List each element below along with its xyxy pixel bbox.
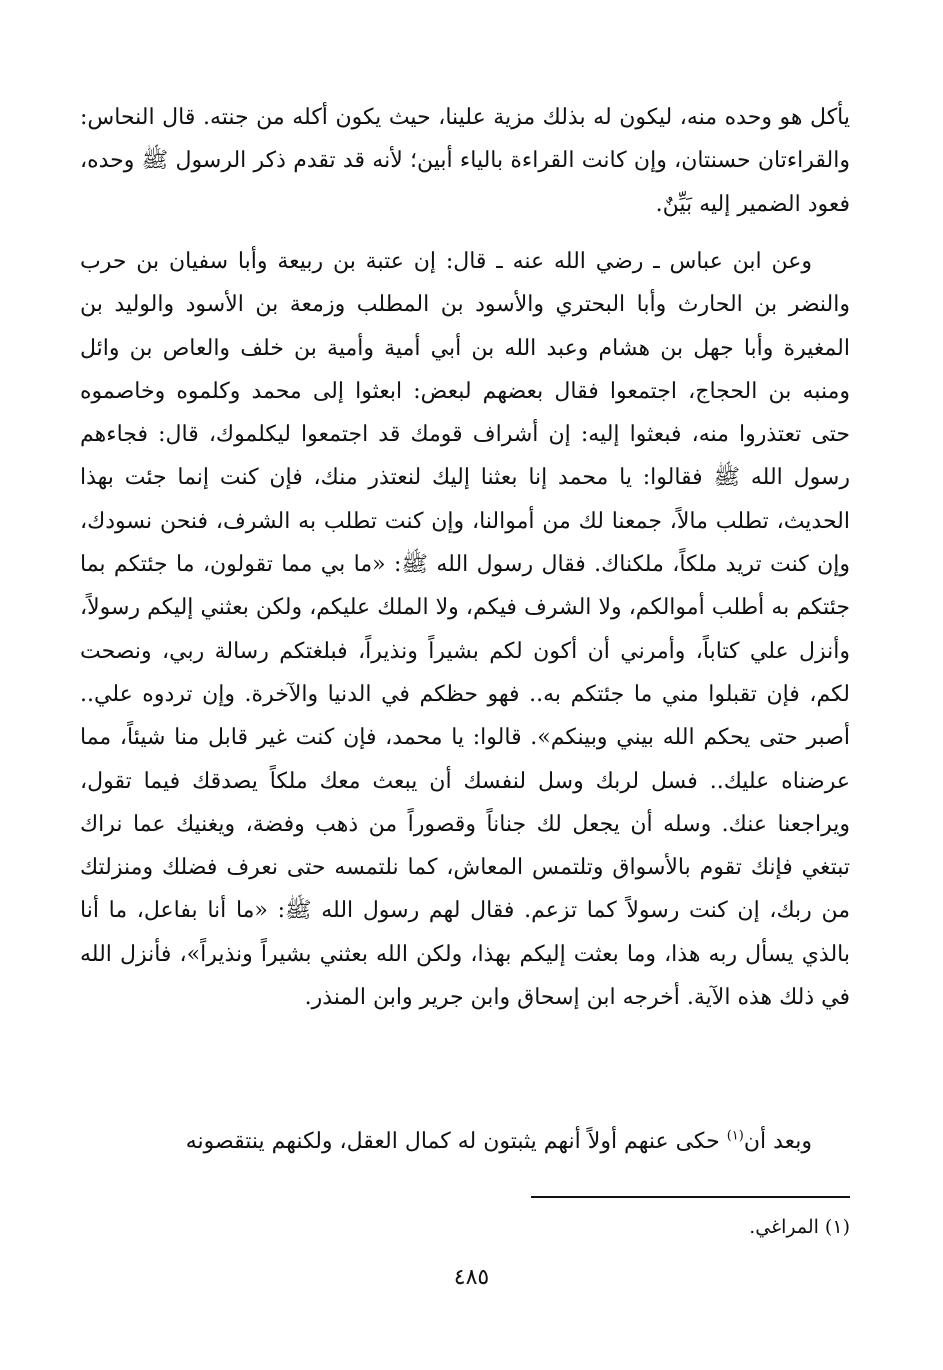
- closing-text-start: وبعد أن: [743, 1129, 812, 1154]
- footnote-reference: (١): [726, 1128, 744, 1144]
- paragraph-closing: [80, 1120, 850, 1163]
- footnote-separator: [531, 1196, 850, 1198]
- paragraph-hadith: وعن ابن عباس ـ رضي الله عنه ـ قال: إن عتبة بن ربيعة وأبا سفيان بن حرب والنضر بن الحارث وأبا البحتري والأسود بن المطلب وزمعة بن الأسود والوليد بن المغيرة وأبا جهل بن هشام وعبد الله بن أبي أمية وأمية بن خلف والعاص بن وائل ومنبه بن الحجاج، اجتمعوا فقال بعضهم لبعض: ابعثوا إلى محمد وكلموه وخاصموه حتى تعتذروا منه، فبعثوا إليه: إن أشراف قومك قد اجتمعوا ليكلموك، قال: فجاءهم رسول الله ﷺ فقالوا: يا محمد إنا بعثنا إليك لنعتذر منك، فإن كنت إنما جئت بهذا الحديث، تطلب مالاً، جمعنا لك من أموالنا، وإن كنت تطلب به الشرف، فنحن نسودك، وإن كنت تريد ملكاً، ملكناك. فقال رسول الله ﷺ: «ما بي مما تقولون، ما جئتكم بما جئتكم به أطلب أموالكم، ولا الشرف فيكم، ولا الملك عليكم، ولكن بعثني إليكم رسولاً، وأنزل علي كتاباً، وأمرني أن أكون لكم بشيراً ونذيراً، فبلغتكم رسالة ربي، ونصحت لكم، فإن تقبلوا مني ما جئتكم به.. فهو حظكم في الدنيا والآخرة. وإن تردوه علي.. أصبر حتى يحكم الله بيني وبينكم». قالوا: يا محمد، فإن كنت غير قابل منا شيئاً، مما عرضناه عليك.. فسل لربك وسل لنفسك أن يبعث معك ملكاً يصدقك فيما تقول، ويراجعنا عنك. وسله أن يجعل لك جناناً وقصوراً من ذهب وفضة، ويغنيك عما نراك تبتغي فإنك تقوم بالأسواق وتلتمس المعاش، كما نلتمسه حتى نعرف فضلك ومنزلتك من ربك، إن كنت رسولاً كما تزعم. فقال لهم رسول الله ﷺ: «ما أنا بفاعل، ما أنا بالذي يسأل ربه هذا، وما بعثت إليكم بهذا، ولكن الله بعثني بشيراً ونذيراً»، فأنزل الله في ذلك هذه الآية. أخرجه ابن إسحاق وابن جرير وابن المنذر.: [80, 249, 850, 1011]
- paragraph-opening: يأكل هو وحده منه، ليكون له بذلك مزية علينا، حيث يكون أكله من جنته. قال النحاس: والقراءتان حسنتان، وإن كانت القراءة بالياء أبين؛ لأنه قد تقدم ذكر الرسول ﷺ وحده، فعود الضمير إليه بَيِّنٌ.: [80, 105, 850, 217]
- page-number: ٤٨٥: [453, 1265, 490, 1290]
- closing-text-end: حكى عنهم أولاً أنهم يثبتون له كمال العقل، ولكنهم ينتقصونه: [185, 1129, 727, 1154]
- footnote: (١) المراغي.: [749, 1216, 850, 1238]
